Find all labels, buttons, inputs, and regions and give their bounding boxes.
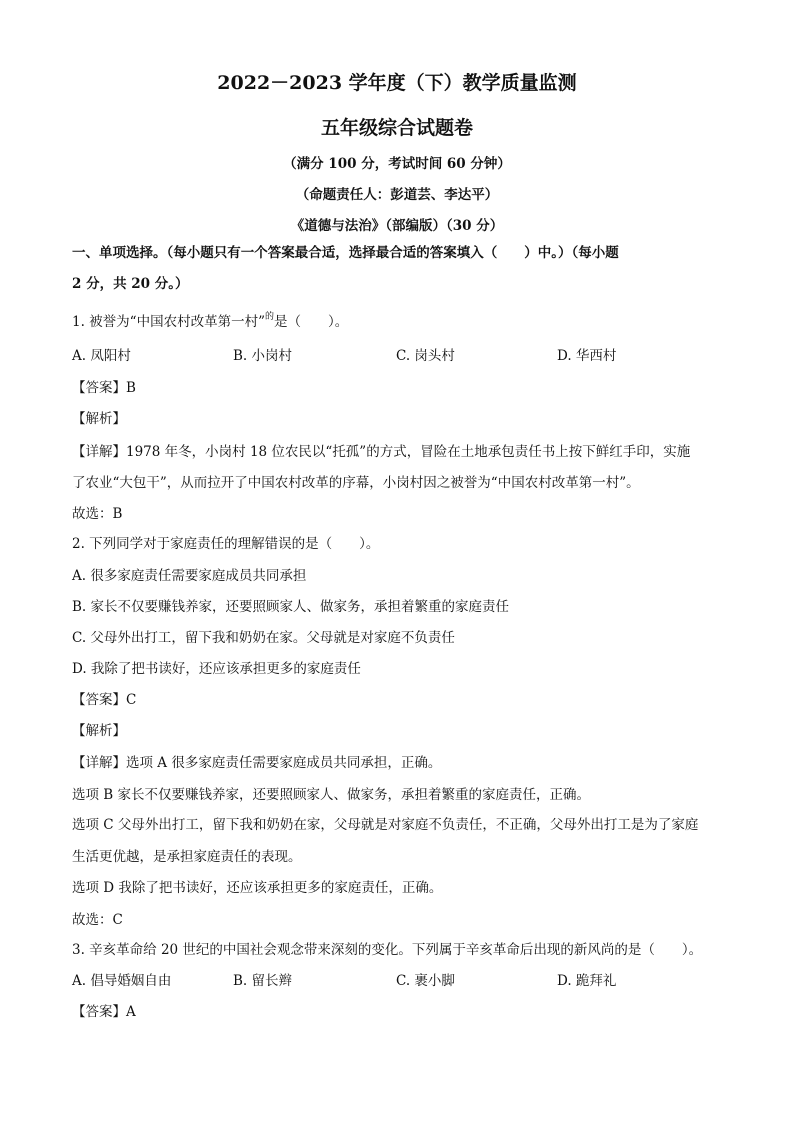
question-1-option-a: A. 凤阳村 <box>72 348 131 364</box>
question-1-stem <box>72 313 348 333</box>
question-3-option-a: A. 倡导婚姻自由 <box>72 973 172 989</box>
question-1-option-c: C. 岗头村 <box>396 348 455 364</box>
exam-title: 2022－2023 学年度（下）教学质量监测 <box>217 72 577 94</box>
question-2-stem: 2. 下列同学对于家庭责任的理解错误的是（ ）。 <box>72 536 380 552</box>
authors-info: （命题责任人：彭道芸、李达平） <box>295 187 499 203</box>
question-1-option-b: B. 小岗村 <box>233 348 293 364</box>
question-2-answer: 【答案】C <box>72 692 137 708</box>
question-2-option-c: C. 父母外出打工，留下我和奶奶在家。父母就是对家庭不负责任 <box>72 630 455 646</box>
question-1-detail-cont: 了农业“大包干”，从而拉开了中国农村改革的序幕，小岗村因之被誉为“中国农村改革第一村”。 <box>72 475 640 491</box>
question-3-answer: 【答案】A <box>72 1004 136 1020</box>
section-heading: 一、单项选择。（每小题只有一个答案最合适，选择最合适的答案填入（ ）中。）（每小题 <box>72 245 619 261</box>
score-time-info: （满分 100 分，考试时间 60 分钟） <box>283 156 511 172</box>
question-1-stem-b: 是（ ）。 <box>274 314 349 330</box>
question-1-analysis-label: 【解析】 <box>72 411 126 427</box>
question-2-detail-d: 选项 D 我除了把书读好，还应该承担更多的家庭责任，正确。 <box>72 880 443 896</box>
question-2-option-b: B. 家长不仅要赚钱养家，还要照顾家人、做家务，承担着繁重的家庭责任 <box>72 599 510 615</box>
question-3-option-b: B. 留长辫 <box>233 973 293 989</box>
question-2-detail-c-cont: 生活更优越，是承担家庭责任的表现。 <box>72 849 302 865</box>
question-2-detail-b: 选项 B 家长不仅要赚钱养家，还要照顾家人、做家务，承担着繁重的家庭责任，正确。 <box>72 787 591 803</box>
exam-subtitle: 五年级综合试题卷 <box>320 117 473 139</box>
question-1-stem-sup: 的 <box>264 312 274 322</box>
question-1-option-d: D. 华西村 <box>557 348 617 364</box>
question-2-detail: 【详解】选项 A 很多家庭责任需要家庭成员共同承担，正确。 <box>72 755 442 771</box>
subject-info: 《道德与法治》（部编版）（30 分） <box>290 218 504 234</box>
question-1-answer: 【答案】B <box>72 380 136 396</box>
question-1-stem-a: 1. 被誉为“中国农村改革第一村” <box>72 314 265 330</box>
question-3-stem: 3. 辛亥革命给 20 世纪的中国社会观念带来深刻的变化。下列属于辛亥革命后出现的新风尚的是（ ）。 <box>72 942 703 958</box>
question-3-option-d: D. 跪拜礼 <box>557 973 617 989</box>
question-2-option-d: D. 我除了把书读好，还应该承担更多的家庭责任 <box>72 661 361 677</box>
question-2-detail-c: 选项 C 父母外出打工，留下我和奶奶在家，父母就是对家庭不负责任，不正确，父母外出打工是为了家庭 <box>72 817 699 833</box>
question-2-analysis-label: 【解析】 <box>72 723 126 739</box>
question-1-choice: 故选：B <box>72 506 123 522</box>
question-1-detail: 【详解】1978 年冬，小岗村 18 位农民以“托孤”的方式，冒险在土地承包责任书上按下鲜红手印，实施 <box>72 444 691 460</box>
section-heading-cont: 2 分，共 20 分。） <box>72 276 189 292</box>
question-3-option-c: C. 裹小脚 <box>396 973 455 989</box>
question-2-choice: 故选：C <box>72 912 123 928</box>
question-2-option-a: A. 很多家庭责任需要家庭成员共同承担 <box>72 568 307 584</box>
